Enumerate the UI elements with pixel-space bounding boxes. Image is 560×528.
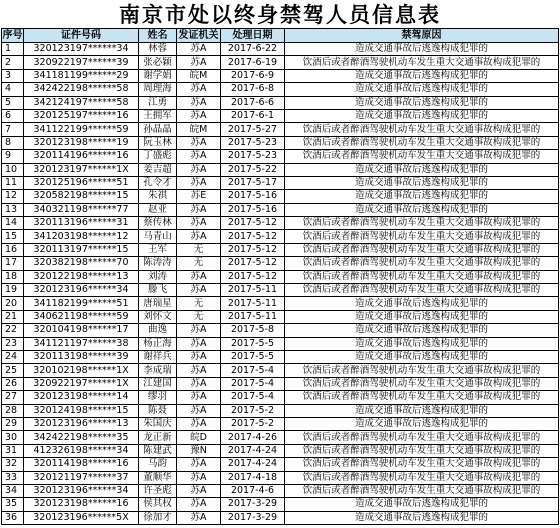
cell-index[interactable]: 29: [2, 417, 24, 430]
cell-index[interactable]: 22: [2, 324, 24, 337]
table-row: [2, 176, 559, 189]
cell-reason[interactable]: 造成交通事故后逃逸构成犯罪的: [285, 417, 559, 430]
table-row: [2, 109, 559, 122]
cell-issuing-authority[interactable]: 苏A: [177, 56, 221, 69]
cell-date[interactable]: 2017-5-11: [221, 297, 285, 310]
cell-issuing-authority[interactable]: 苏A: [177, 96, 221, 109]
cell-id-number[interactable]: 320582198******15: [24, 190, 139, 203]
cell-name[interactable]: 孔令才: [139, 176, 177, 189]
cell-issuing-authority[interactable]: 皖M: [177, 123, 221, 136]
header-index[interactable]: 序号: [2, 29, 23, 41]
cell-name[interactable]: 朱国庆: [139, 417, 177, 430]
cell-reason[interactable]: 造成交通事故后逃逸构成犯罪的: [285, 498, 559, 511]
cell-id-number[interactable]: 320123197******34: [24, 43, 139, 56]
cell-reason[interactable]: 造成交通事故后逃逸构成犯罪的: [285, 337, 559, 350]
cell-issuing-authority[interactable]: 皖M: [177, 69, 221, 82]
cell-index[interactable]: 7: [2, 123, 24, 136]
table-row: [2, 136, 559, 149]
cell-index[interactable]: 16: [2, 243, 24, 256]
cell-date[interactable]: 2017-5-11: [221, 284, 285, 297]
cell-id-number[interactable]: 320113197******15: [24, 243, 139, 256]
cell-date[interactable]: 2017-5-11: [221, 310, 285, 323]
cell-id-number[interactable]: 320123198******19: [24, 136, 139, 149]
cell-id-number[interactable]: 320123196******5X: [24, 511, 139, 524]
cell-date[interactable]: 2017-6-8: [221, 83, 285, 96]
cell-date[interactable]: 2017-5-27: [221, 123, 285, 136]
cell-issuing-authority[interactable]: 苏A: [177, 484, 221, 497]
cell-name[interactable]: 江建国: [139, 377, 177, 390]
cell-name[interactable]: 朱祺: [139, 190, 177, 203]
cell-date[interactable]: 2017-4-26: [221, 431, 285, 444]
cell-issuing-authority[interactable]: 苏A: [177, 109, 221, 122]
cell-reason[interactable]: 饮酒后或者醉酒驾驶机动车发生重大交通事故构成犯罪的: [285, 243, 559, 256]
cell-issuing-authority[interactable]: 苏A: [177, 364, 221, 377]
cell-id-number[interactable]: 340321198******77: [24, 203, 139, 216]
cell-name[interactable]: 陈建武: [139, 444, 177, 457]
cell-name[interactable]: 陈聂: [139, 404, 177, 417]
cell-date[interactable]: 2017-4-18: [221, 471, 285, 484]
table-row: [2, 350, 559, 363]
cell-id-number[interactable]: 320121197******37: [24, 471, 139, 484]
cell-index[interactable]: 6: [2, 109, 24, 122]
cell-name[interactable]: 杨正海: [139, 337, 177, 350]
cell-reason[interactable]: 饮酒后或者醉酒驾驶机动车发生重大交通事故构成犯罪的: [285, 217, 559, 230]
cell-issuing-authority[interactable]: 苏A: [177, 150, 221, 163]
cell-name[interactable]: 张必颖: [139, 56, 177, 69]
cell-issuing-authority[interactable]: 无: [177, 257, 221, 270]
cell-reason[interactable]: 饮酒后或者醉酒驾驶机动车发生重大交通事故构成犯罪的: [285, 484, 559, 497]
cell-index[interactable]: 9: [2, 150, 24, 163]
cell-name[interactable]: 龙正新: [139, 431, 177, 444]
cell-id-number[interactable]: 320123197******1X: [24, 163, 139, 176]
cell-issuing-authority[interactable]: 无: [177, 243, 221, 256]
cell-index[interactable]: 27: [2, 391, 24, 404]
cell-index[interactable]: 25: [2, 364, 24, 377]
cell-name[interactable]: 孙晶晶: [139, 123, 177, 136]
cell-issuing-authority[interactable]: 苏A: [177, 391, 221, 404]
cell-id-number[interactable]: 320922197******1X: [24, 377, 139, 390]
table-row: [2, 431, 559, 444]
cell-issuing-authority[interactable]: 苏A: [177, 471, 221, 484]
cell-name[interactable]: 唐瑞星: [139, 297, 177, 310]
cell-name[interactable]: 周理海: [139, 83, 177, 96]
cell-issuing-authority[interactable]: 苏A: [177, 284, 221, 297]
cell-date[interactable]: 2017-5-12: [221, 270, 285, 283]
header-date[interactable]: 处理日期: [221, 29, 285, 43]
cell-id-number[interactable]: 320123198******16: [24, 498, 139, 511]
table-body: [2, 43, 559, 525]
table-row: [2, 391, 559, 404]
cell-name[interactable]: 阮玉林: [139, 136, 177, 149]
cell-id-number[interactable]: 320114196******16: [24, 150, 139, 163]
cell-date[interactable]: 2017-3-29: [221, 498, 285, 511]
cell-index[interactable]: 26: [2, 377, 24, 390]
cell-date[interactable]: 2017-5-2: [221, 404, 285, 417]
cell-name[interactable]: 董顺华: [139, 471, 177, 484]
cell-id-number[interactable]: 340621198******59: [24, 310, 139, 323]
cell-reason[interactable]: 饮酒后或者醉酒驾驶机动车发生重大交通事故构成犯罪的: [285, 270, 559, 283]
cell-reason[interactable]: 造成交通事故后逃逸构成犯罪的: [285, 310, 559, 323]
cell-id-number[interactable]: 341181199******29: [24, 69, 139, 82]
cell-id-number[interactable]: 320122198******13: [24, 270, 139, 283]
table-row: [2, 498, 559, 511]
header-id-number[interactable]: 证件号码: [24, 29, 139, 43]
cell-reason[interactable]: 饮酒后或者醉酒驾驶机动车发生重大交通事故构成犯罪的: [285, 150, 559, 163]
cell-id-number[interactable]: 320123198******14: [24, 391, 139, 404]
cell-id-number[interactable]: 412326198******34: [24, 444, 139, 457]
cell-name[interactable]: 王拥军: [139, 109, 177, 122]
table-row: [2, 417, 559, 430]
cell-id-number[interactable]: 320123196******13: [24, 417, 139, 430]
cell-index[interactable]: 34: [2, 484, 24, 497]
table-row: [2, 217, 559, 230]
cell-index[interactable]: 1: [2, 43, 24, 56]
cell-id-number[interactable]: 342422198******35: [24, 431, 139, 444]
cell-issuing-authority[interactable]: 苏A: [177, 43, 221, 56]
cell-date[interactable]: 2017-6-19: [221, 56, 285, 69]
cell-issuing-authority[interactable]: 豫N: [177, 444, 221, 457]
cell-reason[interactable]: 造成交通事故后逃逸构成犯罪的: [285, 297, 559, 310]
cell-reason[interactable]: 饮酒后或者醉酒驾驶机动车发生重大交通事故构成犯罪的: [285, 123, 559, 136]
table-row: [2, 243, 559, 256]
cell-name[interactable]: 谢学娟: [139, 69, 177, 82]
cell-date[interactable]: 2017-5-12: [221, 243, 285, 256]
cell-index[interactable]: 4: [2, 83, 24, 96]
cell-reason[interactable]: 饮酒后或者醉酒驾驶机动车发生重大交通事故构成犯罪的: [285, 444, 559, 457]
cell-name[interactable]: 刘涛: [139, 270, 177, 283]
cell-date[interactable]: 2017-5-12: [221, 230, 285, 243]
header-reason[interactable]: 禁驾原因: [285, 29, 559, 43]
cell-name[interactable]: 谢祥兵: [139, 350, 177, 363]
header-issuing-authority[interactable]: 发证机关: [178, 29, 219, 41]
cell-reason[interactable]: 造成交通事故后逃逸构成犯罪的: [285, 190, 559, 203]
cell-id-number[interactable]: 320922197******39: [24, 56, 139, 69]
cell-id-number[interactable]: 320104198******17: [24, 324, 139, 337]
cell-id-number[interactable]: 320102198******1X: [24, 364, 139, 377]
cell-id-number[interactable]: 320123196******34: [24, 284, 139, 297]
cell-date[interactable]: 2017-6-1: [221, 109, 285, 122]
cell-reason[interactable]: 造成交通事故后逃逸构成犯罪的: [285, 203, 559, 216]
cell-index[interactable]: 5: [2, 96, 24, 109]
cell-name[interactable]: 滕飞: [139, 284, 177, 297]
cell-reason[interactable]: 造成交通事故后逃逸构成犯罪的: [285, 109, 559, 122]
table-row: [2, 83, 559, 96]
table-row: [2, 297, 559, 310]
cell-date[interactable]: 2017-5-12: [221, 257, 285, 270]
cell-reason[interactable]: 饮酒后或者醉酒驾驶机动车发生重大交通事故构成犯罪的: [285, 56, 559, 69]
cell-issuing-authority[interactable]: 苏A: [177, 270, 221, 283]
cell-issuing-authority[interactable]: 苏A: [177, 230, 221, 243]
cell-reason[interactable]: 饮酒后或者醉酒驾驶机动车发生重大交通事故构成犯罪的: [285, 377, 559, 390]
cell-issuing-authority[interactable]: 苏A: [177, 217, 221, 230]
cell-issuing-authority[interactable]: 苏A: [177, 417, 221, 430]
cell-date[interactable]: 2017-6-6: [221, 96, 285, 109]
cell-reason[interactable]: 饮酒后或者醉酒驾驶机动车发生重大交通事故构成犯罪的: [285, 230, 559, 243]
cell-name[interactable]: 江勇: [139, 96, 177, 109]
table-row: [2, 163, 559, 176]
cell-issuing-authority[interactable]: 苏A: [177, 404, 221, 417]
cell-date[interactable]: 2017-3-29: [221, 511, 285, 524]
cell-id-number[interactable]: 320113198******39: [24, 350, 139, 363]
cell-reason[interactable]: 造成交通事故后逃逸构成犯罪的: [285, 404, 559, 417]
cell-index[interactable]: 18: [2, 270, 24, 283]
cell-index[interactable]: 32: [2, 458, 24, 471]
cell-index[interactable]: 13: [2, 203, 24, 216]
cell-id-number[interactable]: 341182199******51: [24, 297, 139, 310]
cell-date[interactable]: 2017-6-9: [221, 69, 285, 82]
cell-id-number[interactable]: 320124198******15: [24, 404, 139, 417]
cell-index[interactable]: 36: [2, 511, 24, 524]
cell-issuing-authority[interactable]: 苏A: [177, 350, 221, 363]
cell-index[interactable]: 8: [2, 136, 24, 149]
table-row: [2, 69, 559, 82]
cell-index[interactable]: 24: [2, 350, 24, 363]
table-row: [2, 471, 559, 484]
cell-date[interactable]: 2017-5-4: [221, 364, 285, 377]
cell-index[interactable]: 35: [2, 498, 24, 511]
cell-date[interactable]: 2017-4-24: [221, 458, 285, 471]
cell-id-number[interactable]: 320114198******16: [24, 458, 139, 471]
cell-id-number[interactable]: 320125197******16: [24, 109, 139, 122]
cell-date[interactable]: 2017-5-5: [221, 337, 285, 350]
cell-issuing-authority[interactable]: 苏A: [177, 163, 221, 176]
cell-index[interactable]: 11: [2, 176, 24, 189]
cell-issuing-authority[interactable]: 苏A: [177, 337, 221, 350]
cell-id-number[interactable]: 320113196******31: [24, 217, 139, 230]
table-row: [2, 310, 559, 323]
cell-date[interactable]: 2017-4-6: [221, 484, 285, 497]
cell-name[interactable]: 马韵: [139, 458, 177, 471]
cell-id-number[interactable]: 341121197******38: [24, 337, 139, 350]
cell-reason[interactable]: 饮酒后或者醉酒驾驶机动车发生重大交通事故构成犯罪的: [285, 364, 559, 377]
cell-date[interactable]: 2017-5-8: [221, 324, 285, 337]
cell-reason[interactable]: 饮酒后或者醉酒驾驶机动车发生重大交通事故构成犯罪的: [285, 136, 559, 149]
cell-name[interactable]: 徐加才: [139, 511, 177, 524]
cell-id-number[interactable]: 341203198******12: [24, 230, 139, 243]
cell-name[interactable]: 马青山: [139, 230, 177, 243]
cell-date[interactable]: 2017-5-23: [221, 150, 285, 163]
cell-issuing-authority[interactable]: 苏A: [177, 324, 221, 337]
cell-date[interactable]: 2017-5-17: [221, 176, 285, 189]
cell-index[interactable]: 30: [2, 431, 24, 444]
cell-date[interactable]: 2017-5-2: [221, 417, 285, 430]
cell-issuing-authority[interactable]: 无: [177, 310, 221, 323]
table-row: [2, 190, 559, 203]
cell-issuing-authority[interactable]: 苏A: [177, 458, 221, 471]
cell-name[interactable]: 蔡传林: [139, 217, 177, 230]
cell-date[interactable]: 2017-5-16: [221, 203, 285, 216]
cell-reason[interactable]: 造成交通事故后逃逸构成犯罪的: [285, 511, 559, 524]
cell-id-number[interactable]: 320125196******51: [24, 176, 139, 189]
cell-reason[interactable]: 造成交通事故后逃逸构成犯罪的: [285, 83, 559, 96]
table-row: [2, 203, 559, 216]
table-row: [2, 96, 559, 109]
table-row: [2, 56, 559, 69]
cell-date[interactable]: 2017-5-16: [221, 190, 285, 203]
cell-id-number[interactable]: 320123196******34: [24, 484, 139, 497]
cell-index[interactable]: 28: [2, 404, 24, 417]
cell-issuing-authority[interactable]: 苏A: [177, 511, 221, 524]
table-row: [2, 43, 559, 56]
header-name[interactable]: 姓名: [139, 29, 177, 43]
table-row: [2, 284, 559, 297]
cell-index[interactable]: 21: [2, 310, 24, 323]
cell-reason[interactable]: 造成交通事故后逃逸构成犯罪的: [285, 163, 559, 176]
cell-reason[interactable]: 造成交通事故后逃逸构成犯罪的: [285, 43, 559, 56]
cell-date[interactable]: 2017-5-23: [221, 136, 285, 149]
cell-issuing-authority[interactable]: 苏A: [177, 203, 221, 216]
table-row: [2, 150, 559, 163]
table-row: [2, 324, 559, 337]
cell-date[interactable]: 2017-5-4: [221, 391, 285, 404]
cell-index[interactable]: 31: [2, 444, 24, 457]
cell-reason[interactable]: 饮酒后或者醉酒驾驶机动车发生重大交通事故构成犯罪的: [285, 458, 559, 471]
table-row: [2, 123, 559, 136]
cell-index[interactable]: 14: [2, 217, 24, 230]
cell-date[interactable]: 2017-5-12: [221, 217, 285, 230]
cell-reason[interactable]: 造成交通事故后逃逸构成犯罪的: [285, 176, 559, 189]
cell-name[interactable]: 侯其权: [139, 498, 177, 511]
cell-index[interactable]: 2: [2, 56, 24, 69]
cell-index[interactable]: 12: [2, 190, 24, 203]
table-row: [2, 337, 559, 350]
cell-id-number[interactable]: 342124197******58: [24, 96, 139, 109]
table-row: [2, 257, 559, 270]
cell-date[interactable]: 2017-5-5: [221, 350, 285, 363]
cell-reason[interactable]: 饮酒后或者醉酒驾驶机动车发生重大交通事故构成犯罪的: [285, 431, 559, 444]
table-row: [2, 230, 559, 243]
cell-name[interactable]: 姜吉超: [139, 163, 177, 176]
cell-reason[interactable]: 饮酒后或者醉酒驾驶机动车发生重大交通事故构成犯罪的: [285, 284, 559, 297]
cell-index[interactable]: 15: [2, 230, 24, 243]
cell-name[interactable]: 许圣彪: [139, 484, 177, 497]
cell-index[interactable]: 20: [2, 297, 24, 310]
cell-reason[interactable]: 饮酒后或者醉酒驾驶机动车发生重大交通事故构成犯罪的: [285, 257, 559, 270]
table-row: [2, 458, 559, 471]
cell-name[interactable]: 陈涛涛: [139, 257, 177, 270]
cell-issuing-authority[interactable]: 无: [177, 297, 221, 310]
cell-name[interactable]: 李成瑞: [139, 364, 177, 377]
cell-index[interactable]: 3: [2, 69, 24, 82]
table-row: [2, 364, 559, 377]
cell-name[interactable]: 刘怀文: [139, 310, 177, 323]
cell-index[interactable]: 10: [2, 163, 24, 176]
cell-issuing-authority[interactable]: 苏A: [177, 498, 221, 511]
cell-id-number[interactable]: 320382198******70: [24, 257, 139, 270]
cell-name[interactable]: 王军: [139, 243, 177, 256]
header-row: [2, 29, 559, 43]
cell-issuing-authority[interactable]: 苏A: [177, 176, 221, 189]
table-row: [2, 444, 559, 457]
cell-issuing-authority[interactable]: 苏A: [177, 136, 221, 149]
cell-index[interactable]: 17: [2, 257, 24, 270]
cell-issuing-authority[interactable]: 苏A: [177, 83, 221, 96]
cell-date[interactable]: 2017-5-22: [221, 163, 285, 176]
cell-reason[interactable]: 饮酒后或者醉酒驾驶机动车发生重大交通事故构成犯罪的: [285, 471, 559, 484]
data-table: [1, 28, 559, 525]
table-row: [2, 377, 559, 390]
cell-index[interactable]: 33: [2, 471, 24, 484]
cell-id-number[interactable]: 342422198******58: [24, 83, 139, 96]
cell-reason[interactable]: 造成交通事故后逃逸构成犯罪的: [285, 324, 559, 337]
cell-reason[interactable]: 造成交通事故后逃逸构成犯罪的: [285, 69, 559, 82]
cell-date[interactable]: 2017-5-4: [221, 377, 285, 390]
cell-date[interactable]: 2017-6-22: [221, 43, 285, 56]
cell-reason[interactable]: 造成交通事故后逃逸构成犯罪的: [285, 96, 559, 109]
cell-reason[interactable]: 饮酒后或者醉酒驾驶机动车发生重大交通事故构成犯罪的: [285, 391, 559, 404]
cell-issuing-authority[interactable]: 皖D: [177, 431, 221, 444]
cell-id-number[interactable]: 341122199******59: [24, 123, 139, 136]
cell-name[interactable]: 丁盛彪: [139, 150, 177, 163]
cell-index[interactable]: 19: [2, 284, 24, 297]
cell-issuing-authority[interactable]: 苏A: [177, 377, 221, 390]
table-row: [2, 404, 559, 417]
table-row: [2, 270, 559, 283]
cell-reason[interactable]: 造成交通事故后逃逸构成犯罪的: [285, 350, 559, 363]
cell-index[interactable]: 23: [2, 337, 24, 350]
cell-date[interactable]: 2017-4-24: [221, 444, 285, 457]
cell-name[interactable]: 赵亚: [139, 203, 177, 216]
cell-issuing-authority[interactable]: 苏E: [177, 190, 221, 203]
cell-name[interactable]: 曲逸: [139, 324, 177, 337]
cell-name[interactable]: 林蓉: [139, 43, 177, 56]
sheet-title: 南京市处以终身禁驾人员信息表: [119, 3, 441, 27]
table-row: [2, 484, 559, 497]
spreadsheet: [1, 0, 559, 525]
cell-name[interactable]: 缪羽: [139, 391, 177, 404]
table-row: [2, 511, 559, 524]
